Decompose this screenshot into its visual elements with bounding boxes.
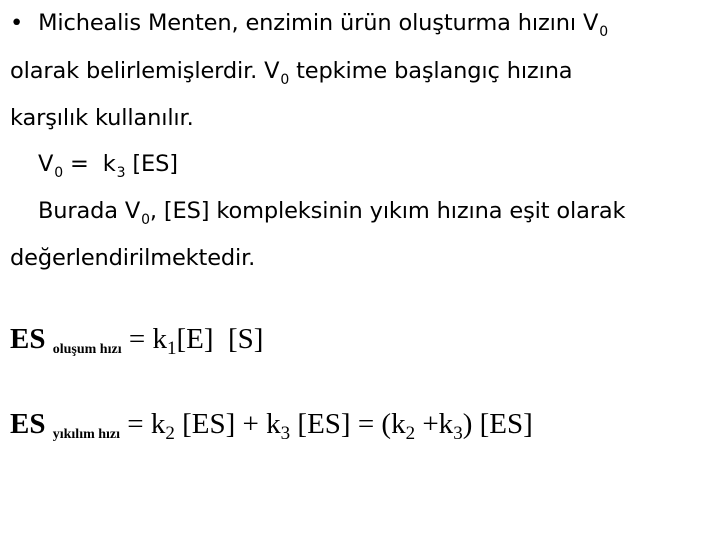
paragraph-line-2	[10, 58, 573, 88]
breakdown-rate-k2-subscript: 2	[165, 423, 175, 444]
equation-v0-mid: = k	[63, 151, 116, 177]
breakdown-rate-k2b-subscript: 2	[405, 423, 416, 444]
formation-rate-k-subscript: 1	[166, 338, 177, 359]
formation-rate-es: ES	[10, 323, 46, 355]
breakdown-rate-label: yıkılım hızı	[52, 427, 121, 442]
bullet-icon: •	[10, 10, 24, 36]
equation-v0-lhs: V	[38, 151, 54, 177]
breakdown-rate-mid2: [ES] = (k	[290, 408, 406, 440]
v0-subscript: 0	[280, 72, 290, 88]
v0-subscript: 0	[599, 24, 608, 40]
equation-v0-rhs: [ES]	[125, 151, 178, 177]
explanation-v0-subscript: 0	[141, 212, 150, 228]
equation-v0-lhs-subscript: 0	[54, 165, 64, 181]
explanation-line-2	[10, 247, 255, 270]
paragraph-line-3-text: karşılık kullanılır.	[10, 105, 194, 131]
formation-rate-equation	[10, 323, 264, 359]
paragraph-line-3	[10, 107, 194, 130]
explanation-line-2-text: değerlendirilmektedir.	[10, 245, 256, 271]
equation-v0	[38, 151, 178, 181]
breakdown-rate-eq1: = k	[120, 408, 166, 440]
breakdown-rate-mid1: [ES] + k	[174, 408, 281, 440]
breakdown-rate-equation	[10, 408, 533, 444]
breakdown-rate-k3-subscript: 3	[280, 423, 291, 444]
breakdown-rate-es: ES	[10, 408, 46, 440]
formation-rate-rhs: [E] [S]	[176, 323, 264, 355]
paragraph-line-1-text: Michealis Menten, enzimin ürün oluşturma hızını V	[38, 10, 599, 36]
breakdown-rate-end: ) [ES]	[462, 408, 533, 440]
breakdown-rate-mid3: +k	[415, 408, 454, 440]
paragraph-line-2-text-b: tepkime başlangıç hızına	[289, 58, 573, 84]
explanation-line-1-text-b: , [ES] kompleksinin yıkım hızına eşit olarak	[149, 198, 626, 224]
formation-rate-eq: = k	[121, 323, 167, 355]
equation-v0-k-subscript: 3	[116, 165, 126, 181]
paragraph-line-1	[10, 10, 608, 40]
breakdown-rate-k3b-subscript: 3	[453, 423, 463, 444]
explanation-line-1	[38, 198, 626, 228]
formation-rate-label: oluşum hızı	[52, 342, 122, 357]
explanation-line-1-text-a: Burada V	[38, 198, 141, 224]
paragraph-line-2-text-a: olarak belirlemişlerdir. V	[10, 58, 280, 84]
